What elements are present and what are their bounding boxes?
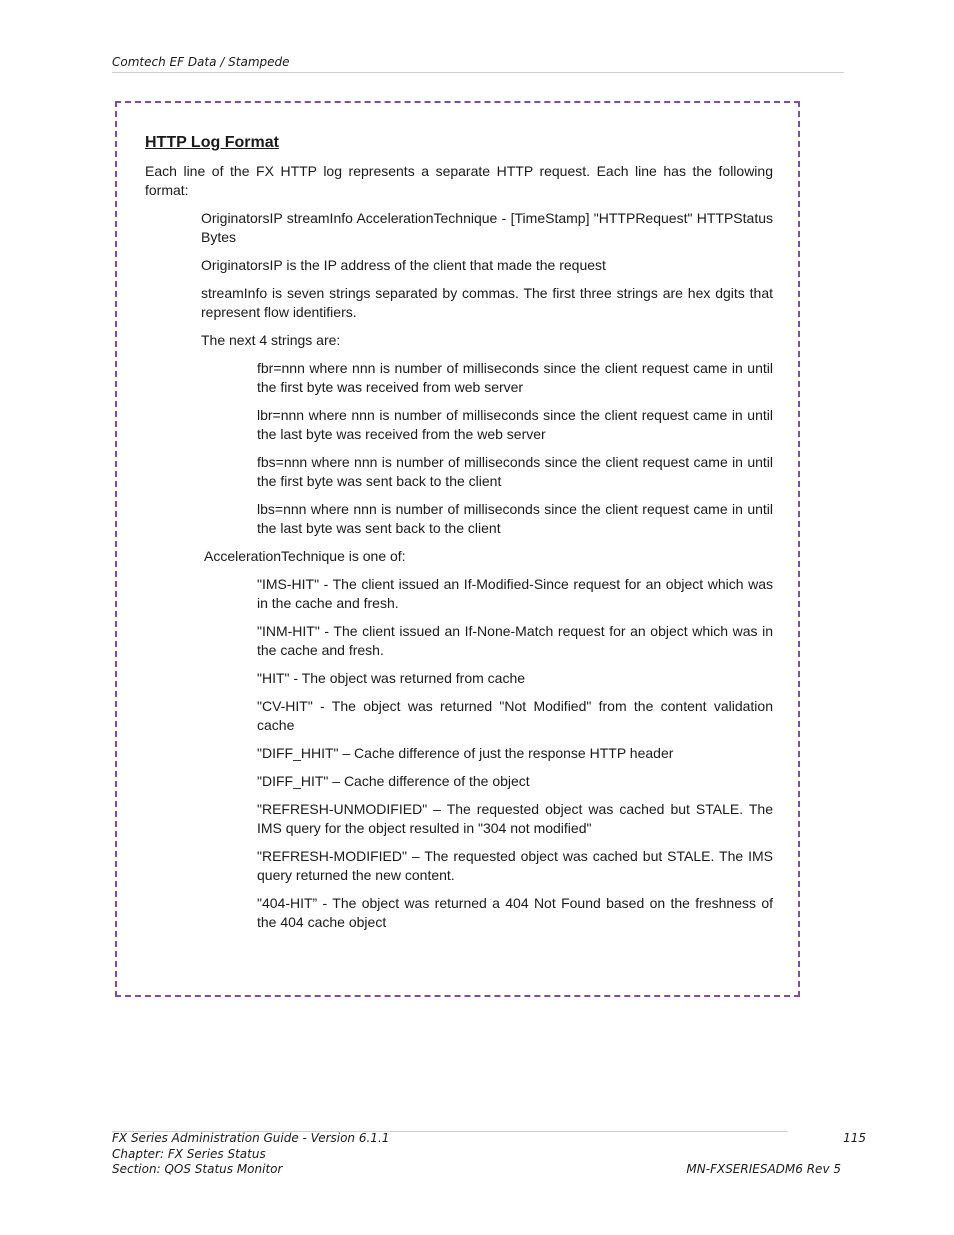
section-title: HTTP Log Format xyxy=(145,134,279,151)
originators-ip-desc: OriginatorsIP is the IP address of the client that made the request xyxy=(201,257,606,273)
intro-paragraph: Each line of the FX HTTP log represents a separate HTTP request. Each line has the following format: xyxy=(145,163,773,198)
ims-hit-desc: "IMS-HIT" - The client issued an If-Modified-Since request for an object which was in the cache and fresh. xyxy=(257,576,773,611)
page-number: 115 xyxy=(843,1131,866,1145)
next-strings-label: The next 4 strings are: xyxy=(201,332,341,348)
hit-404-desc: "404-HIT” - The object was returned a 404 Not Found based on the freshness of the 404 cache object xyxy=(257,895,773,930)
diff-hhit-desc: "DIFF_HHIT" – Cache difference of just the response HTTP header xyxy=(257,745,674,761)
inm-hit-desc: "INM-HIT" - The client issued an If-None-Match request for an object which was in the cache and fresh. xyxy=(257,623,773,658)
fbs-desc: fbs=nnn where nnn is number of milliseconds since the client request came in until the first byte was sent back to the client xyxy=(257,454,773,489)
fbr-desc: fbr=nnn where nnn is number of milliseconds since the client request came in until the first byte was received from web server xyxy=(257,360,773,395)
acceleration-technique-label: AccelerationTechnique is one of: xyxy=(204,548,406,564)
refresh-unmodified-desc: "REFRESH-UNMODIFIED" – The requested object was cached but STALE. The IMS query for the object resulted in "304 not modified" xyxy=(257,801,773,836)
footer-chapter: Chapter: FX Series Status xyxy=(112,1146,266,1161)
document-revision: MN-FXSERIESADM6 Rev 5 xyxy=(686,1162,841,1176)
streaminfo-desc: streamInfo is seven strings separated by commas. The first three strings are hex dgits that represent flow identifiers. xyxy=(201,285,773,320)
header-divider xyxy=(112,72,844,73)
diff-hit-desc: "DIFF_HIT" – Cache difference of the object xyxy=(257,773,530,789)
page-header: Comtech EF Data / Stampede xyxy=(112,55,290,69)
refresh-modified-desc: "REFRESH-MODIFIED" – The requested object was cached but STALE. The IMS query returned the new content. xyxy=(257,848,773,883)
lbs-desc: lbs=nnn where nnn is number of milliseconds since the client request came in until the last byte was sent back to the client xyxy=(257,501,773,536)
callout-content xyxy=(145,133,773,941)
lbr-desc: lbr=nnn where nnn is number of milliseconds since the client request came in until the last byte was received from the web server xyxy=(257,407,773,442)
footer-guide-title: FX Series Administration Guide - Version 6.1.1 xyxy=(112,1131,390,1145)
log-format-line: OriginatorsIP streamInfo AccelerationTechnique - [TimeStamp] "HTTPRequest" HTTPStatus Bytes xyxy=(201,210,773,245)
footer-section: Section: QOS Status Monitor xyxy=(112,1162,283,1176)
cv-hit-desc: "CV-HIT" - The object was returned "Not Modified" from the content validation cache xyxy=(257,698,773,733)
hit-desc: "HIT" - The object was returned from cache xyxy=(257,670,526,686)
footer-left xyxy=(112,1131,389,1178)
